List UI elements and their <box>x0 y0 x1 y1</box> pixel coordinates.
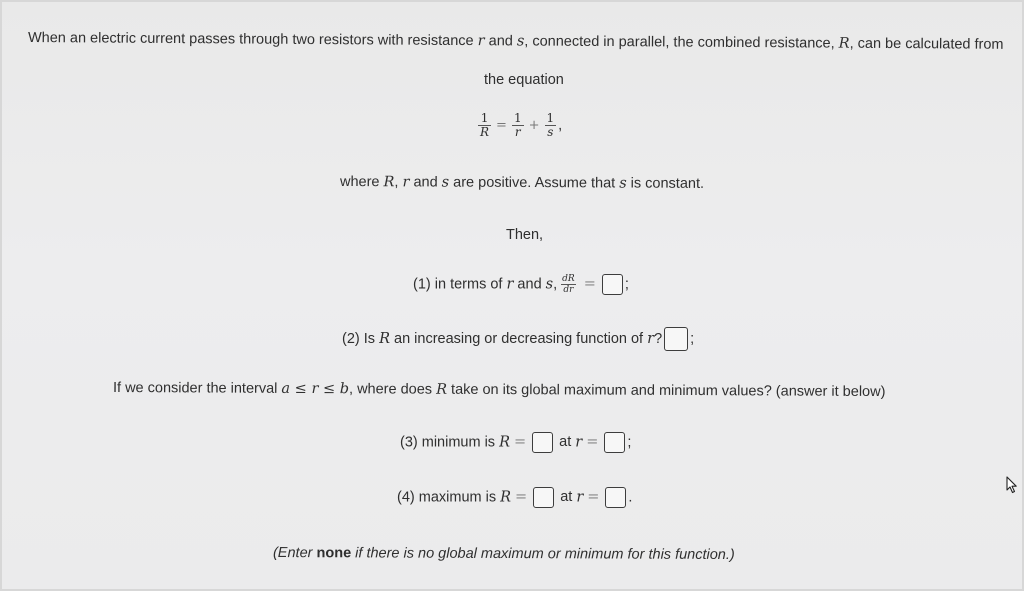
derivative-denominator: dr <box>563 285 574 295</box>
intro-text-a: When an electric current passes through two resistors with resistance <box>27 30 478 50</box>
q4-max-value-input[interactable] <box>533 487 554 508</box>
term2-fraction <box>545 112 557 139</box>
interval-expression: a ≤ r ≤ b <box>281 380 350 398</box>
var-R: R <box>379 330 390 347</box>
var-r: r <box>477 33 485 50</box>
equals-sign: = <box>515 489 528 506</box>
where-text-d: are positive. Assume that <box>449 174 620 192</box>
term2-denominator: s <box>547 125 554 139</box>
mouse-pointer-icon <box>1004 476 1020 494</box>
where-text-c: and <box>409 174 442 191</box>
where-text-e: is constant. <box>626 175 705 192</box>
q2-question-mark: ? <box>654 330 663 347</box>
intro-text-d: , can be calculated from <box>849 35 1004 53</box>
equals-sign: = <box>583 276 596 293</box>
note-text-b: if there is no global maximum or minimum for this function.) <box>351 545 735 564</box>
term1-denominator: r <box>514 125 521 139</box>
question-1 <box>413 274 629 295</box>
q3-at-label: at <box>559 434 576 451</box>
var-r: r <box>647 330 655 347</box>
intro-line-2: the equation <box>484 72 564 88</box>
equals-sign: = <box>514 434 527 451</box>
interval-question <box>113 379 886 401</box>
equals-sign: = <box>586 434 599 451</box>
var-r: r <box>576 489 584 506</box>
var-r: r <box>402 174 410 191</box>
plus-sign: + <box>528 117 540 133</box>
where-text-b: , <box>394 174 403 191</box>
var-r: r <box>575 434 583 451</box>
derivative-fraction <box>561 274 576 295</box>
q1-semicolon: ; <box>624 276 629 293</box>
var-s: s <box>619 175 627 192</box>
q4-at-label: at <box>560 489 577 506</box>
var-R: R <box>838 35 850 52</box>
note-text-a: (Enter <box>272 545 317 562</box>
interval-text-a: If we consider the interval <box>112 380 282 397</box>
var-R: R <box>383 174 395 191</box>
then-label: Then, <box>506 227 544 243</box>
q2-text-a: (2) Is <box>342 330 380 347</box>
var-R: R <box>436 381 448 398</box>
interval-text-b: , where does <box>349 381 437 398</box>
q3-semicolon: ; <box>627 434 632 451</box>
q4-period: . <box>628 489 633 506</box>
q1-text-a: (1) in terms of <box>413 276 507 293</box>
equation-comma: , <box>558 117 563 134</box>
question-2 <box>342 327 694 351</box>
interval-text-c: take on its global maximum and minimum values? (answer it below) <box>446 381 886 401</box>
q4-text-a: (4) maximum is <box>397 489 501 506</box>
intro-text-c: , connected in parallel, the combined resistance, <box>524 33 839 52</box>
var-R: R <box>499 434 511 451</box>
note-none-keyword: none <box>316 545 352 562</box>
q3-text-a: (3) minimum is <box>400 434 500 451</box>
q2-semicolon: ; <box>690 330 695 347</box>
term1-numerator: 1 <box>513 111 522 125</box>
resistance-equation <box>476 112 562 139</box>
q3-min-location-input[interactable] <box>604 432 625 453</box>
q1-text-b: and <box>513 276 546 293</box>
intro-line-1 <box>28 29 1004 54</box>
var-s: s <box>545 276 554 293</box>
q3-min-value-input[interactable] <box>532 432 553 453</box>
q4-max-location-input[interactable] <box>605 487 626 508</box>
where-line <box>340 173 704 193</box>
equals-sign: = <box>587 489 600 506</box>
term2-numerator: 1 <box>546 111 555 125</box>
derivative-numerator: dR <box>562 274 575 284</box>
var-r: r <box>506 276 514 293</box>
q1-answer-input[interactable] <box>602 274 623 295</box>
instruction-note <box>273 544 735 564</box>
lhs-denominator: R <box>480 125 490 139</box>
question-3 <box>400 432 631 453</box>
q2-text-b: an increasing or decreasing function of <box>389 330 648 347</box>
lhs-fraction <box>478 112 491 139</box>
question-4 <box>397 487 632 508</box>
q1-comma: , <box>553 276 558 293</box>
lhs-numerator: 1 <box>478 112 491 126</box>
intro-text-b: and <box>484 33 517 50</box>
var-R: R <box>500 489 512 506</box>
var-s: s <box>516 33 525 50</box>
where-text-a: where <box>339 174 384 191</box>
equals-sign: = <box>496 117 507 133</box>
var-s: s <box>441 174 450 191</box>
q2-answer-input[interactable] <box>664 327 688 351</box>
term1-fraction <box>512 112 524 139</box>
